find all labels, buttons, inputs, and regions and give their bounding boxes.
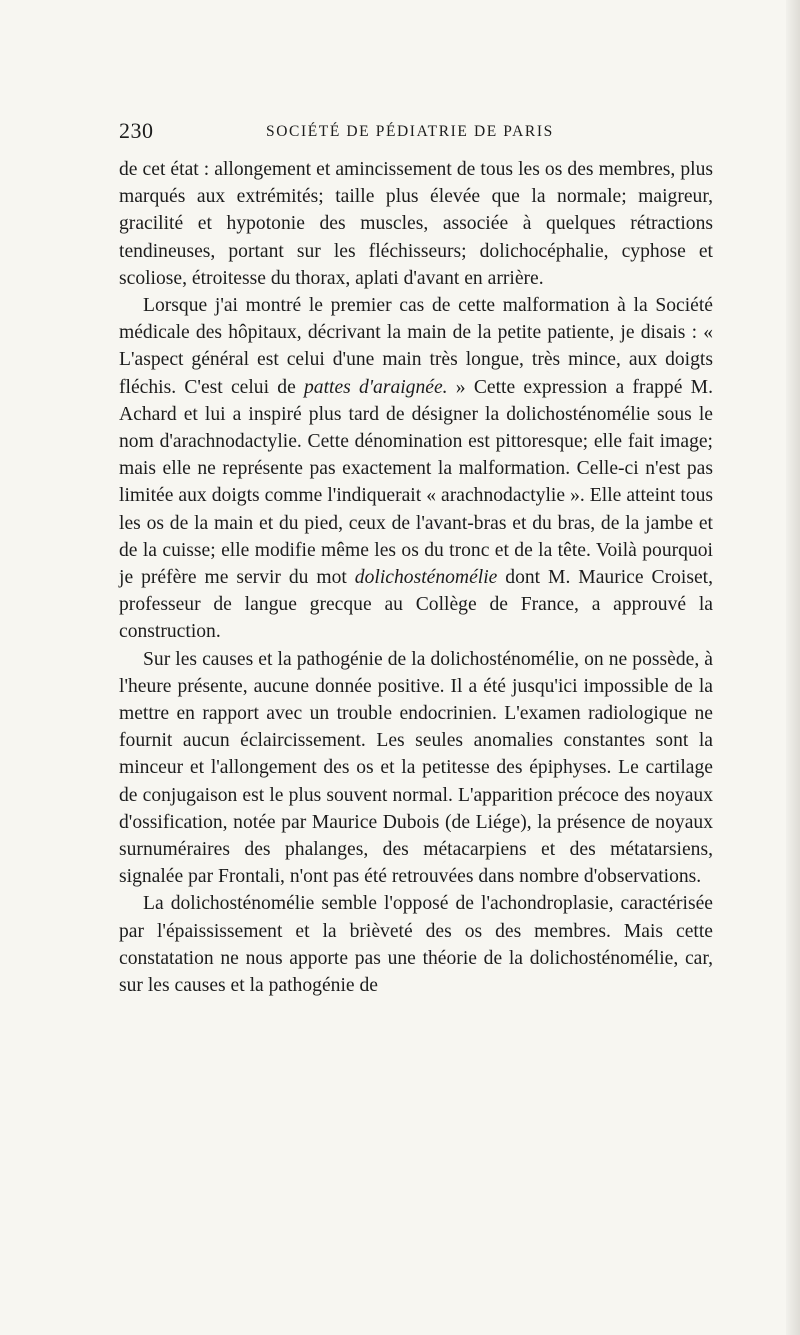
text-run: » Cette expression a frappé M. Achard et lui a inspiré plus tard de désigner la dolichosténomélie sous le nom d'arachnodactylie. Cette dénomination est pittoresque; elle fait image; mais elle ne représente pas exactement la malformation. Celle-ci n'est pas limitée aux doigts comme l'indiquerait « arachnodactylie ». Elle atteint tous les os de la main et du pied, ceux de l'avant-bras et du bras, de la jambe et de la cuisse; elle modifie même les os du tronc et de la tête. Voilà pourquoi je préfère me servir du mot [119, 376, 713, 589]
italic-term: pattes d'araignée. [304, 376, 448, 398]
text-run: La dolichosténomélie semble l'opposé de l'achondroplasie, caractérisée par l'épaississement et la brièveté des os des membres. Mais cette constatation ne nous apporte pas une théorie de la dolichosténomélie, car, sur les causes et la pathogénie de [119, 893, 713, 997]
text-run: de cet état : allongement et amincissement de tous les os des membres, plus marqués aux extrémités; taille plus élevée que la normale; maigreur, gracilité et hypotonie des muscles, associée à quelques rétractions tendineuses, portant sur les fléchisseurs; dolichocéphalie, cyphose et scoliose, étroitesse du thorax, aplati d'avant en arrière. [119, 159, 713, 289]
paragraph [119, 292, 713, 646]
page-number: 230 [119, 118, 154, 143]
italic-term: dolichosténomélie [354, 567, 498, 589]
page-header [119, 118, 719, 148]
paragraph [119, 890, 713, 999]
paragraph [119, 646, 713, 891]
body-text [119, 156, 713, 999]
text-run: Lorsque j'ai montré le premier cas de cette malformation à la Société médicale des hôpitaux, décrivant la main de la petite patiente, je disais : « L'aspect général est celui d'une main très longue, très mince, aux doigts fléchis. C'est celui de [119, 295, 713, 398]
paragraph [119, 156, 713, 292]
running-head: SOCIÉTÉ DE PÉDIATRIE DE PARIS [266, 123, 554, 140]
text-run: Sur les causes et la pathogénie de la dolichosténomélie, on ne possède, à l'heure présente, aucune donnée positive. Il a été jusqu'ici impossible de la mettre en rapport avec un trouble endocrinien. L'examen radiologique ne fournit aucun éclaircissement. Les seules anomalies constantes sont la minceur et l'allongement des os et la petitesse des épiphyses. Le cartilage de conjugaison est le plus souvent normal. L'apparition précoce des noyaux d'ossification, notée par Maurice Dubois (de Liége), la présence de noyaux surnuméraires des phalanges, des métacarpiens et des métatarsiens, signalée par Frontali, n'ont pas été retrouvées dans nombre d'observations. [119, 648, 713, 888]
scan-page-edge [786, 0, 800, 1335]
text-run: dont M. Maurice Croiset, professeur de langue grecque au Collège de France, a approuvé la construction. [119, 567, 713, 643]
